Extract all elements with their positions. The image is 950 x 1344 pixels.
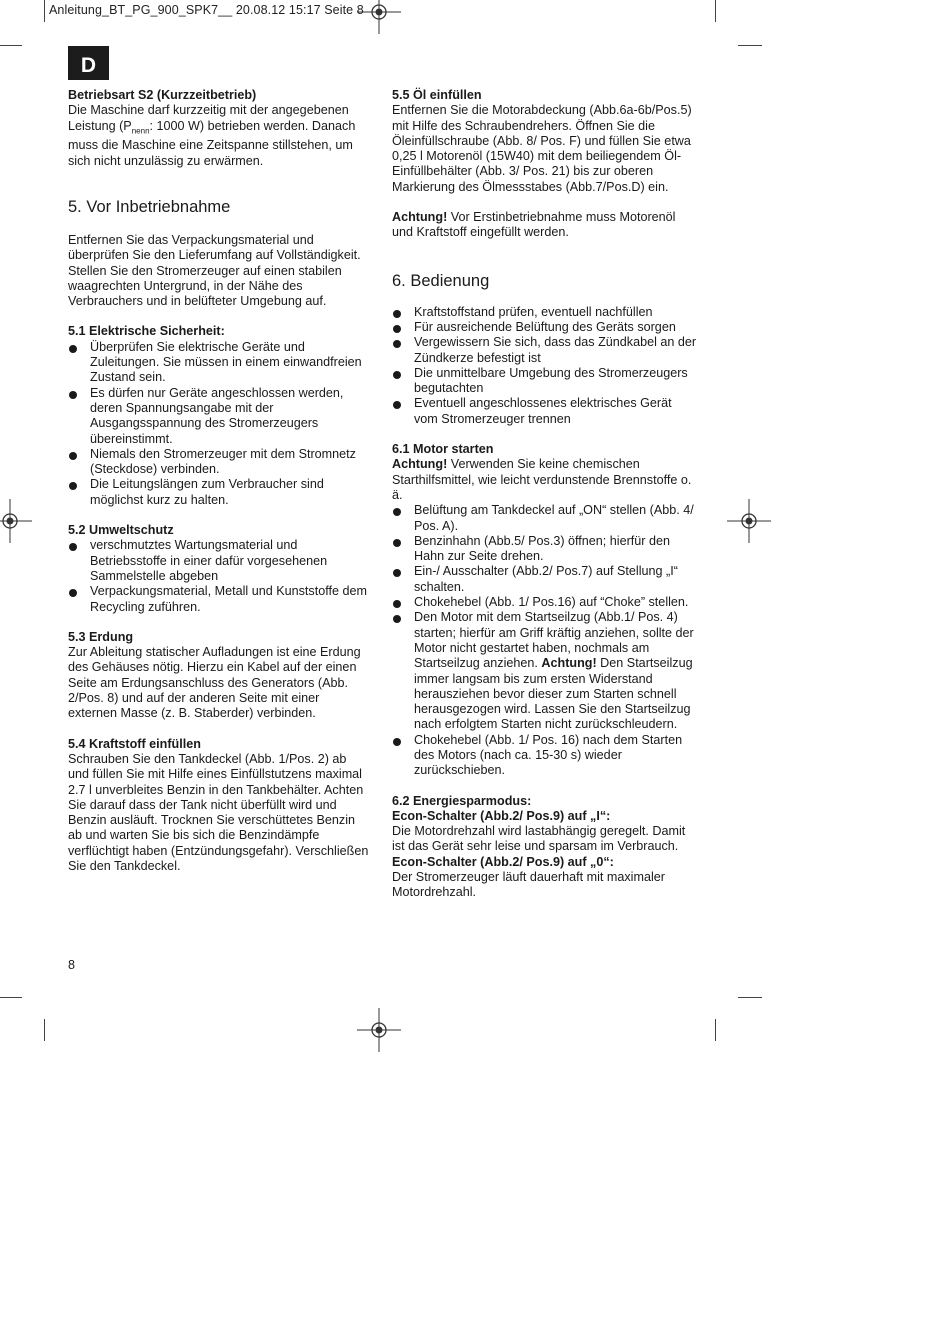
- warning-label: Achtung!: [392, 210, 448, 225]
- registration-mark-icon: [357, 0, 401, 34]
- list-item: Ein-/ Ausschalter (Abb.2/ Pos.7) auf Stellung „I“ schalten.: [392, 564, 697, 595]
- operating-mode-text: [68, 103, 370, 169]
- list-item: Eventuell angeschlossenes elektrisches Gerät vom Stromerzeuger trennen: [392, 396, 697, 427]
- list-item: Benzinhahn (Abb.5/ Pos.3) öffnen; hierfür den Hahn zur Seite drehen.: [392, 534, 697, 565]
- econ-mode-off-label: Econ-Schalter (Abb.2/ Pos.9) auf „0“:: [392, 854, 614, 869]
- operation-list: [392, 305, 697, 427]
- registration-mark-icon: [727, 499, 771, 543]
- registration-mark-icon: [357, 1008, 401, 1052]
- crop-mark: [738, 45, 762, 46]
- econ-mode-off-text: Der Stromerzeuger läuft dauerhaft mit maximaler Motordrehzahl.: [392, 870, 665, 900]
- warning-text: Verwenden Sie keine chemischen Starthilfsmittel, wie leicht verdunstende Brennstoffe o. ä.: [392, 457, 692, 502]
- right-column: [392, 88, 697, 901]
- section-6-heading: 6. Bedienung: [392, 271, 490, 290]
- fuel-text: Schrauben Sie den Tankdeckel (Abb. 1/Pos. 2) ab und füllen Sie mit Hilfe eines Einfüllstutzens maximal 2.7 l unverbleites Benzin in den Tankbehälter. Achten Sie darauf dass der Tank nicht überfüllt wird und Benzin ausläuft. Trocknen Sie verschüttetes Benzin ab und warten Sie bis sich die Benzindämpfe verflüchtigt haben (Entzündungsgefahr). Verschließen Sie den Tankdeckel.: [68, 751, 369, 873]
- oil-warning: [392, 210, 697, 241]
- list-item: Chokehebel (Abb. 1/ Pos. 16) nach dem Starten des Motors (nach ca. 15-30 s) wieder zurückschieben.: [392, 733, 697, 779]
- environment-list: [68, 538, 370, 614]
- crop-mark: [44, 0, 45, 22]
- crop-mark: [0, 45, 22, 46]
- section-6-2-heading: 6.2 Energiesparmodus:: [392, 793, 532, 808]
- warning-label: Achtung!: [541, 656, 597, 671]
- power-subscript: nenn: [131, 126, 150, 136]
- section-5-4-heading: 5.4 Kraftstoff einfüllen: [68, 736, 201, 751]
- list-item: Niemals den Stromerzeuger mit dem Stromnetz (Steckdose) verbinden.: [68, 447, 370, 478]
- warning-text: Vor Erstinbetriebnahme muss Motorenöl und Kraftstoff eingefüllt werden.: [392, 210, 676, 240]
- list-item: [392, 610, 697, 732]
- econ-mode-on-label: Econ-Schalter (Abb.2/ Pos.9) auf „I“:: [392, 808, 611, 823]
- section-5-2-heading: 5.2 Umweltschutz: [68, 523, 174, 538]
- section-5-3-heading: 5.3 Erdung: [68, 629, 134, 644]
- section-5-1-heading: 5.1 Elektrische Sicherheit:: [68, 324, 225, 339]
- list-item: Vergewissern Sie sich, dass das Zündkabel an der Zündkerze befestigt ist: [392, 335, 697, 366]
- list-item: Die Leitungslängen zum Verbraucher sind möglichst kurz zu halten.: [68, 477, 370, 508]
- operating-mode-heading: Betriebsart S2 (Kurzzeitbetrieb): [68, 88, 257, 102]
- list-item: Es dürfen nur Geräte angeschlossen werden, deren Spannungsangabe mit der Ausgangsspannung des Stromerzeugers übereinstimmt.: [68, 386, 370, 447]
- list-item: Verpackungsmaterial, Metall und Kunststoffe dem Recycling zuführen.: [68, 584, 370, 615]
- warning-label: Achtung!: [392, 457, 448, 472]
- crop-mark: [715, 1019, 716, 1041]
- crop-mark: [715, 0, 716, 22]
- operating-mode-line: Die Maschine darf kurzzeitig mit der angegebenen: [68, 103, 349, 118]
- list-item: verschmutztes Wartungsmaterial und Betriebsstoffe in einer dafür vorgesehenen Sammelstelle abgeben: [68, 538, 370, 584]
- start-warning: [392, 457, 697, 503]
- list-item: Überprüfen Sie elektrische Geräte und Zuleitungen. Sie müssen in einem einwandfreien Zustand sein.: [68, 340, 370, 386]
- section-5-5-heading: 5.5 Öl einfüllen: [392, 88, 482, 102]
- section-5-intro: Entfernen Sie das Verpackungsmaterial und überprüfen Sie den Lieferumfang auf Vollständigkeit. Stellen Sie den Stromerzeuger auf einen stabilen waagrechten Untergrund, in der Nähe des Verbrauchers und in belüfteter Umgebung auf.: [68, 233, 361, 309]
- operating-mode-line: : 1000 W) betrieben werden. Danach: [149, 118, 356, 133]
- start-item-text: Den Startseilzug immer langsam bis zum ersten Widerstand herausziehen bevor dieser zum Starten schnell herausgezogen wird. Lassen Sie den Startseilzug nach erfolgtem Starten nicht zurückschleudern.: [414, 656, 693, 732]
- operating-mode-line: muss die Maschine eine Zeitspanne stillstehen, um sich nicht unzulässig zu erwärmen.: [68, 138, 353, 168]
- grounding-text: Zur Ableitung statischer Aufladungen ist eine Erdung des Gehäuses nötig. Hierzu ein Kabel auf der einen Seite am Erdungsanschluss des Generators (Abb. 2/Pos. 8) und auf der anderen Seite mit einer externen Masse (z. B. Staberder) verbinden.: [68, 645, 361, 721]
- electrical-safety-list: [68, 340, 370, 508]
- left-column: [68, 88, 370, 874]
- language-tab: D: [68, 46, 109, 80]
- operating-mode-line: Leistung (P: [68, 118, 132, 133]
- list-item: Kraftstoffstand prüfen, eventuell nachfüllen: [392, 305, 697, 320]
- crop-mark: [44, 1019, 45, 1041]
- section-6-1-heading: 6.1 Motor starten: [392, 442, 494, 457]
- crop-mark: [738, 997, 762, 998]
- start-item-text: Den Motor mit dem Startseilzug (Abb.1/ Pos. 4) starten; hierfür am Griff kräftig anziehen, sollte der Motor nicht gestartet haben, nochmals am Startseilzug anziehen.: [414, 610, 694, 671]
- oil-text: Entfernen Sie die Motorabdeckung (Abb.6a-6b/Pos.5) mit Hilfe des Schraubendrehers. Öffnen Sie die Öleinfüllschraube (Abb. 8/ Pos. F) und füllen Sie etwa 0,25 l Motorenöl (15W40) mit dem beiliegendem Öl-Einfüllbehälter (Abb. 3/ Pos. 21) bis zur oberen Markierung des Ölmessstabes (Abb.7/Pos.D) ein.: [392, 103, 692, 194]
- registration-mark-icon: [0, 499, 32, 543]
- crop-mark: [0, 997, 22, 998]
- motor-start-list: [392, 503, 697, 778]
- page-number: 8: [68, 958, 76, 972]
- list-item: Die unmittelbare Umgebung des Stromerzeugers begutachten: [392, 366, 697, 397]
- list-item: Für ausreichende Belüftung des Geräts sorgen: [392, 320, 697, 335]
- section-5-heading: 5. Vor Inbetriebnahme: [68, 198, 231, 216]
- econ-mode-on-text: Die Motordrehzahl wird lastabhängig geregelt. Damit ist das Gerät sehr leise und sparsam im Verbrauch.: [392, 824, 686, 854]
- print-slug: Anleitung_BT_PG_900_SPK7__ 20.08.12 15:17 Seite 8: [49, 3, 364, 17]
- list-item: Belüftung am Tankdeckel auf „ON“ stellen (Abb. 4/ Pos. A).: [392, 503, 697, 534]
- list-item: Chokehebel (Abb. 1/ Pos.16) auf “Choke” stellen.: [392, 595, 697, 610]
